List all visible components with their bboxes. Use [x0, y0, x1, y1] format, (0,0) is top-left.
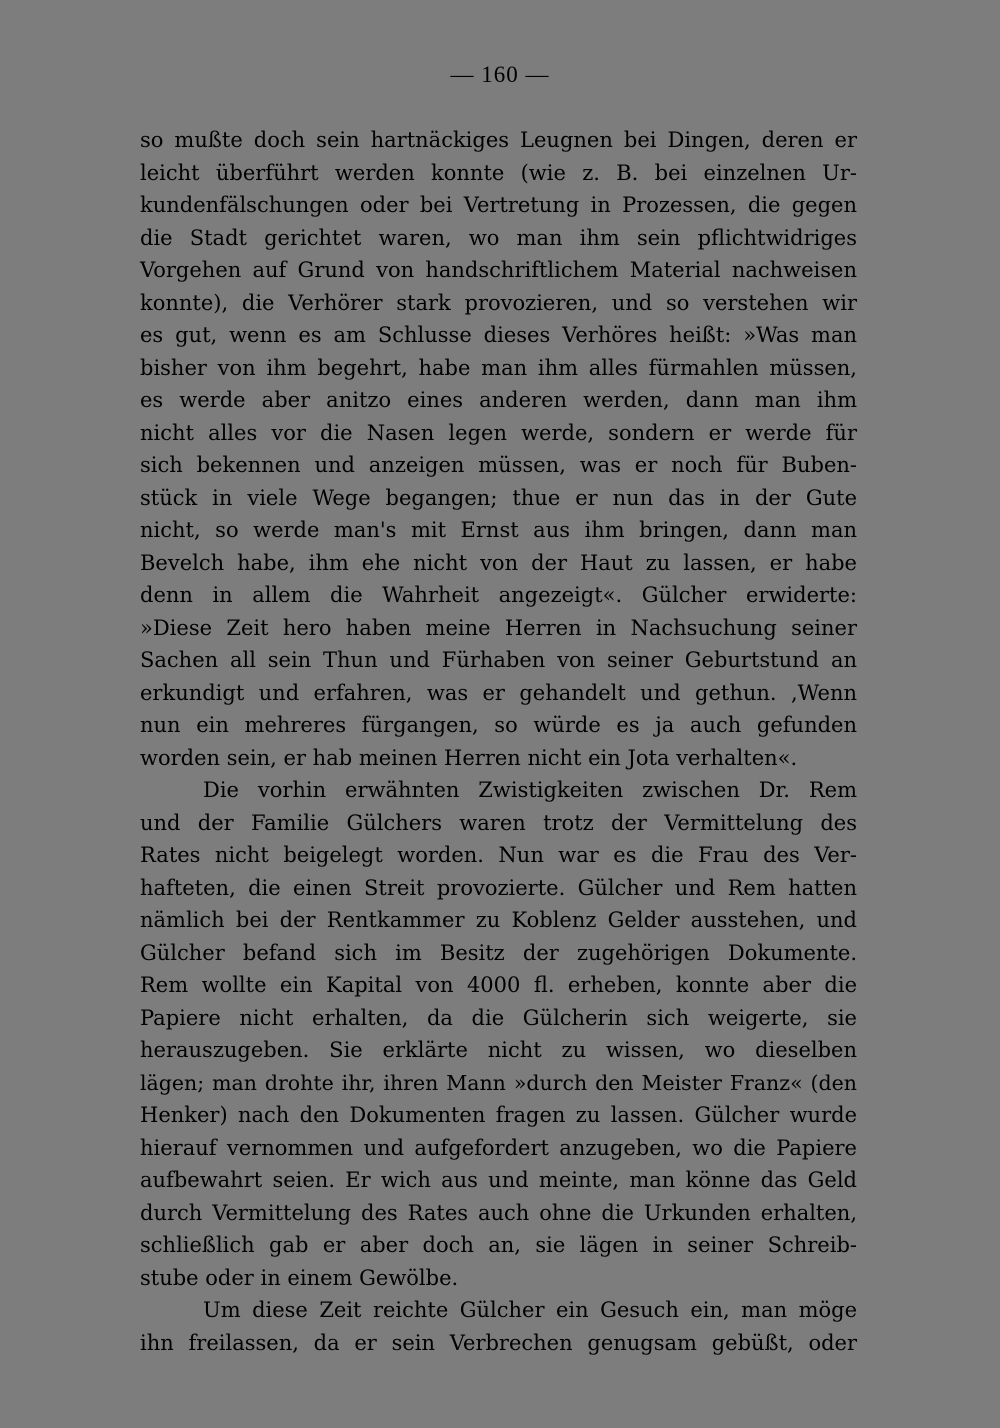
text-line: Gülcher befand sich im Besitz der zugehörigen Dokumente. — [140, 940, 857, 965]
text-line: es werde aber anitzo eines anderen werden, dann man ihm — [140, 388, 857, 412]
text-line: aufbewahrt seien. Er wich aus und meinte, man könne das Geld — [140, 1168, 857, 1192]
text-line: schließlich gab er aber doch an, sie lägen in seiner Schreib- — [140, 1233, 857, 1257]
text-line: und der Familie Gülchers waren trotz der Vermittelung des — [140, 810, 857, 835]
text-line: durch Vermittelung des Rates auch ohne die Urkunden erhalten, — [140, 1200, 857, 1225]
text-line: kundenfälschungen oder bei Vertretung in Prozessen, die gegen — [140, 193, 857, 217]
text-line: Die vorhin erwähnten Zwistigkeiten zwischen Dr. Rem — [203, 778, 857, 802]
text-line: hafteten, die einen Streit provozierte. Gülcher und Rem hatten — [140, 875, 857, 900]
text-line: lägen; man drohte ihr, ihren Mann »durch den Meister Franz« (den — [140, 1070, 857, 1095]
text-line: nicht alles vor die Nasen legen werde, sondern er werde für — [140, 420, 857, 445]
text-line: herauszugeben. Sie erklärte nicht zu wissen, wo dieselben — [140, 1038, 857, 1062]
text-line: hierauf vernommen und aufgefordert anzugeben, wo die Papiere — [140, 1135, 857, 1160]
text-line: Vorgehen auf Grund von handschriftlichem Material nachweisen — [140, 258, 857, 282]
text-line: nämlich bei der Rentkammer zu Koblenz Gelder ausstehen, und — [140, 908, 857, 932]
text-line: »Diese Zeit hero haben meine Herren in Nachsuchung seiner — [140, 615, 857, 640]
text-line: es gut, wenn es am Schlusse dieses Verhöres heißt: »Was man — [140, 323, 857, 347]
text-line: stube oder in einem Gewölbe. — [140, 1265, 459, 1290]
text-line: so mußte doch sein hartnäckiges Leugnen bei Dingen, deren er — [140, 128, 857, 152]
text-line: bisher von ihm begehrt, habe man ihm alles fürmahlen müssen, — [140, 355, 857, 380]
text-line: Um diese Zeit reichte Gülcher ein Gesuch ein, man möge — [203, 1298, 857, 1322]
text-line: Bevelch habe, ihm ehe nicht von der Haut zu lassen, er habe — [140, 550, 857, 575]
text-line: leicht überführt werden konnte (wie z. B. bei einzelnen Ur- — [140, 160, 857, 185]
page-number: — 160 — — [450, 62, 550, 87]
text-line: Henker) nach den Dokumenten fragen zu lassen. Gülcher wurde — [140, 1103, 857, 1127]
text-line: sich bekennen und anzeigen müssen, was er noch für Buben- — [140, 453, 857, 477]
text-line: die Stadt gerichtet waren, wo man ihm sein pflichtwidriges — [140, 225, 857, 250]
text-line: Sachen all sein Thun und Fürhaben von seiner Geburtstund an — [140, 648, 857, 672]
text-line: nun ein mehreres fürgangen, so würde es ja auch gefunden — [140, 713, 857, 737]
text-line: nicht, so werde man's mit Ernst aus ihm bringen, dann man — [140, 518, 857, 542]
text-line: Rem wollte ein Kapital von 4000 fl. erheben, konnte aber die — [140, 973, 857, 997]
body-text — [140, 124, 857, 1359]
text-line: denn in allem die Wahrheit angezeigt«. Gülcher erwiderte: — [140, 583, 857, 607]
text-line: Papiere nicht erhalten, da die Gülcherin sich weigerte, sie — [140, 1005, 857, 1030]
text-line: worden sein, er hab meinen Herren nicht ein Jota verhalten«. — [140, 745, 798, 770]
text-line: konnte), die Verhörer stark provozieren, und so verstehen wir — [140, 290, 857, 315]
text-line: Rates nicht beigelegt worden. Nun war es die Frau des Ver- — [140, 843, 857, 867]
text-line: stück in viele Wege begangen; thue er nun das in der Gute — [140, 485, 857, 510]
text-line: erkundigt und erfahren, was er gehandelt und gethun. ,Wenn — [140, 680, 857, 705]
text-line: ihn freilassen, da er sein Verbrechen genugsam gebüßt, oder — [140, 1330, 857, 1355]
